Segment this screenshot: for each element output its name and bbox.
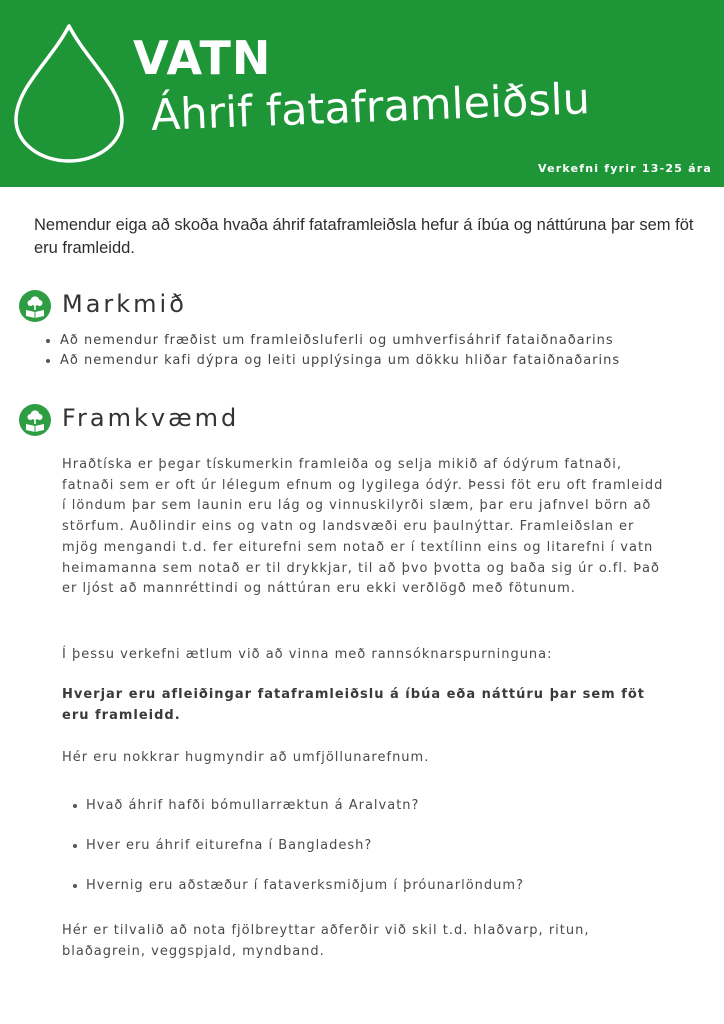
closing-text: Hér er tilvalið að nota fjölbreyttar aðferðir við skil t.d. hlaðvarp, ritun, blaðagrein, veggspjald, myndband.: [62, 923, 590, 959]
research-question: Hverjar eru afleiðingar fataframleiðslu á íbúa eða náttúru þar sem föt eru framleidd.: [62, 687, 646, 723]
section-title-procedure: Framkvæmd: [62, 404, 240, 432]
page-title: VATN: [133, 31, 272, 85]
section-title-goals: Markmið: [62, 290, 187, 318]
tree-book-icon: [19, 404, 51, 436]
list-item: Hvað áhrif hafði bómullarræktun á Aralvatn?: [70, 796, 524, 816]
list-item: Hvernig eru aðstæður í fataverksmiðjum í þróunarlöndum?: [70, 876, 524, 896]
page-subtitle: Áhrif fataframleiðslu: [150, 74, 591, 141]
procedure-paragraph: Hraðtíska er þegar tískumerkin framleiða og selja mikið af ódýrum fatnaði, fatnaði sem er oft úr lélegum efnum og lygilega ódýr. Þessi föt eru oft framleidd í löndum þar sem launin eru lág og vinnuskilyrði slæm, þar eru jafnvel börn að störfum. Auðlindir eins og vatn og landsvæði eru þaulnýttar. Framleiðslan er mjög mengandi t.d. fer eiturefni sem notað er í textílinn eins og litarefni í vatn heimamanna sem notað er til drykkjar, til að þvo þvotta og baða sig úr o.fl. Það er ljóst að mannréttindi og náttúran eru ekki verðlögð með fötunum.: [62, 457, 664, 597]
list-item: Að nemendur fræðist um framleiðsluferli og umhverfisáhrif fataiðnaðarins: [42, 331, 620, 351]
list-item: Hver eru áhrif eiturefna í Bangladesh?: [70, 836, 524, 856]
intro-text: Nemendur eiga að skoða hvaða áhrif fataframleiðsla hefur á íbúa og náttúruna þar sem föt eru framleidd.: [34, 216, 694, 257]
header-banner: [0, 0, 724, 187]
age-label: Verkefni fyrir 13-25 ára: [538, 162, 712, 175]
goals-list: [42, 331, 620, 371]
ideas-list: [70, 796, 524, 916]
procedure-paragraph: Hér eru nokkrar hugmyndir að umfjöllunarefnum.: [62, 750, 430, 765]
water-drop-icon: [10, 22, 128, 165]
tree-book-icon: [19, 290, 51, 322]
procedure-paragraph: Í þessu verkefni ætlum við að vinna með rannsóknarspurninguna:: [62, 647, 553, 662]
list-item: Að nemendur kafi dýpra og leiti upplýsinga um dökku hliðar fataiðnaðarins: [42, 351, 620, 371]
